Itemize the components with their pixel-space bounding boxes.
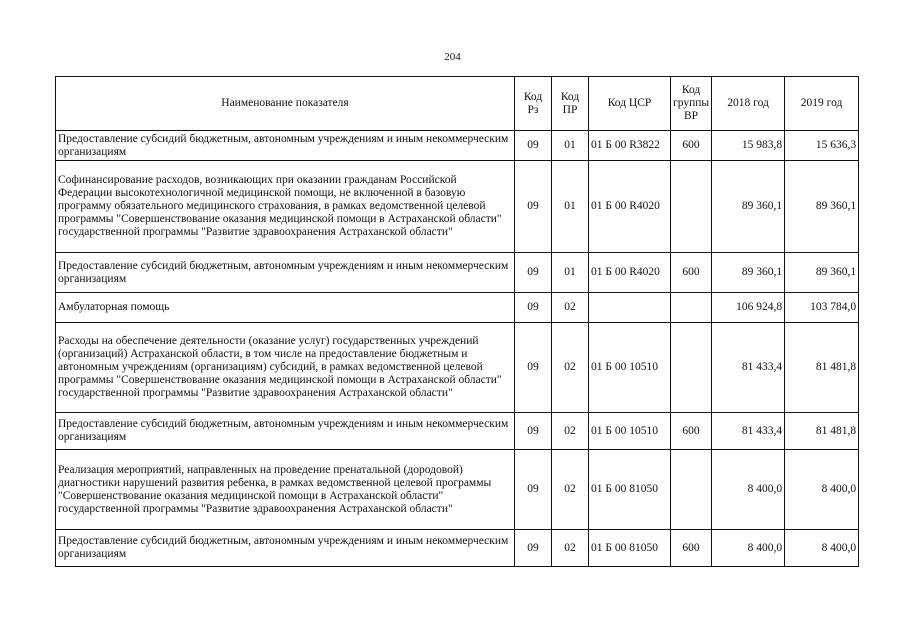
row-rz: 09 xyxy=(515,293,552,323)
row-csr xyxy=(589,293,671,323)
row-pr: 02 xyxy=(552,450,589,530)
header-rz: Код Рз xyxy=(515,77,552,131)
row-name: Расходы на обеспечение деятельности (оказание услуг) государственных учреждений (организаций) Астраханской области, в том числе на предоставление бюджетным и автономным учреждениям (организациям) субсидий, в рамках ведомственной целевой программы "Совершенствование оказания медицинской помощи в Астраханской области" государственной программы "Развитие здравоохранения Астраханской области" xyxy=(56,323,515,413)
row-name: Реализация мероприятий, направленных на проведение пренатальной (дородовой) диагностики нарушений развития ребенка, в рамках ведомственной целевой программы "Совершенствование оказания медицинской помощи в Астраханской области" государственной программы "Развитие здравоохранения Астраханской области" xyxy=(56,450,515,530)
row-rz: 09 xyxy=(515,530,552,567)
row-2019: 103 784,0 xyxy=(785,293,859,323)
row-csr: 01 Б 00 81050 xyxy=(589,450,671,530)
row-2018: 15 983,8 xyxy=(712,131,785,161)
table-row xyxy=(56,131,859,161)
row-2019: 8 400,0 xyxy=(785,450,859,530)
row-2019: 8 400,0 xyxy=(785,530,859,567)
table-row xyxy=(56,530,859,567)
table-row xyxy=(56,293,859,323)
header-pr: Код ПР xyxy=(552,77,589,131)
row-vr xyxy=(671,450,712,530)
row-2018: 89 360,1 xyxy=(712,161,785,253)
row-name: Софинансирование расходов, возникающих при оказании гражданам Российской Федерации высокотехнологичной медицинской помощи, не включенной в базовую программу обязательного медицинского страхования, в рамках ведомственной целевой программы "Совершенствование оказания медицинской помощи в Астраханской области" государственной программы "Развитие здравоохранения Астраханской области" xyxy=(56,161,515,253)
row-name: Предоставление субсидий бюджетным, автономным учреждениям и иным некоммерческим организациям xyxy=(56,530,515,567)
row-rz: 09 xyxy=(515,413,552,450)
row-csr: 01 Б 00 10510 xyxy=(589,413,671,450)
row-csr: 01 Б 00 81050 xyxy=(589,530,671,567)
header-2019: 2019 год xyxy=(785,77,859,131)
header-vr: Код группы ВР xyxy=(671,77,712,131)
row-pr: 01 xyxy=(552,161,589,253)
row-pr: 02 xyxy=(552,323,589,413)
page-number: 204 xyxy=(444,51,461,63)
row-pr: 01 xyxy=(552,131,589,161)
table-row xyxy=(56,253,859,293)
row-2018: 8 400,0 xyxy=(712,450,785,530)
row-vr: 600 xyxy=(671,131,712,161)
row-csr: 01 Б 00 R4020 xyxy=(589,253,671,293)
row-csr: 01 Б 00 R4020 xyxy=(589,161,671,253)
row-pr: 02 xyxy=(552,530,589,567)
row-vr xyxy=(671,161,712,253)
header-csr: Код ЦСР xyxy=(589,77,671,131)
row-rz: 09 xyxy=(515,253,552,293)
table-row xyxy=(56,323,859,413)
row-2019: 89 360,1 xyxy=(785,161,859,253)
row-rz: 09 xyxy=(515,161,552,253)
table-row xyxy=(56,450,859,530)
row-name: Предоставление субсидий бюджетным, автономным учреждениям и иным некоммерческим организациям xyxy=(56,131,515,161)
row-2019: 89 360,1 xyxy=(785,253,859,293)
header-name: Наименование показателя xyxy=(56,77,515,131)
header-row xyxy=(56,77,859,131)
row-2018: 89 360,1 xyxy=(712,253,785,293)
row-vr: 600 xyxy=(671,253,712,293)
row-2019: 81 481,8 xyxy=(785,413,859,450)
header-2018: 2018 год xyxy=(712,77,785,131)
row-pr: 02 xyxy=(552,293,589,323)
row-rz: 09 xyxy=(515,450,552,530)
row-csr: 01 Б 00 10510 xyxy=(589,323,671,413)
row-vr: 600 xyxy=(671,530,712,567)
row-2018: 106 924,8 xyxy=(712,293,785,323)
row-name: Предоставление субсидий бюджетным, автономным учреждениям и иным некоммерческим организациям xyxy=(56,253,515,293)
budget-table xyxy=(55,76,859,567)
row-2018: 81 433,4 xyxy=(712,323,785,413)
row-vr xyxy=(671,323,712,413)
row-vr xyxy=(671,293,712,323)
row-2018: 8 400,0 xyxy=(712,530,785,567)
row-rz: 09 xyxy=(515,323,552,413)
row-2019: 81 481,8 xyxy=(785,323,859,413)
table-row xyxy=(56,161,859,253)
row-rz: 09 xyxy=(515,131,552,161)
row-csr: 01 Б 00 R3822 xyxy=(589,131,671,161)
row-vr: 600 xyxy=(671,413,712,450)
row-name: Амбулаторная помощь xyxy=(56,293,515,323)
row-2018: 81 433,4 xyxy=(712,413,785,450)
table-row xyxy=(56,413,859,450)
row-name: Предоставление субсидий бюджетным, автономным учреждениям и иным некоммерческим организациям xyxy=(56,413,515,450)
row-pr: 01 xyxy=(552,253,589,293)
row-2019: 15 636,3 xyxy=(785,131,859,161)
row-pr: 02 xyxy=(552,413,589,450)
